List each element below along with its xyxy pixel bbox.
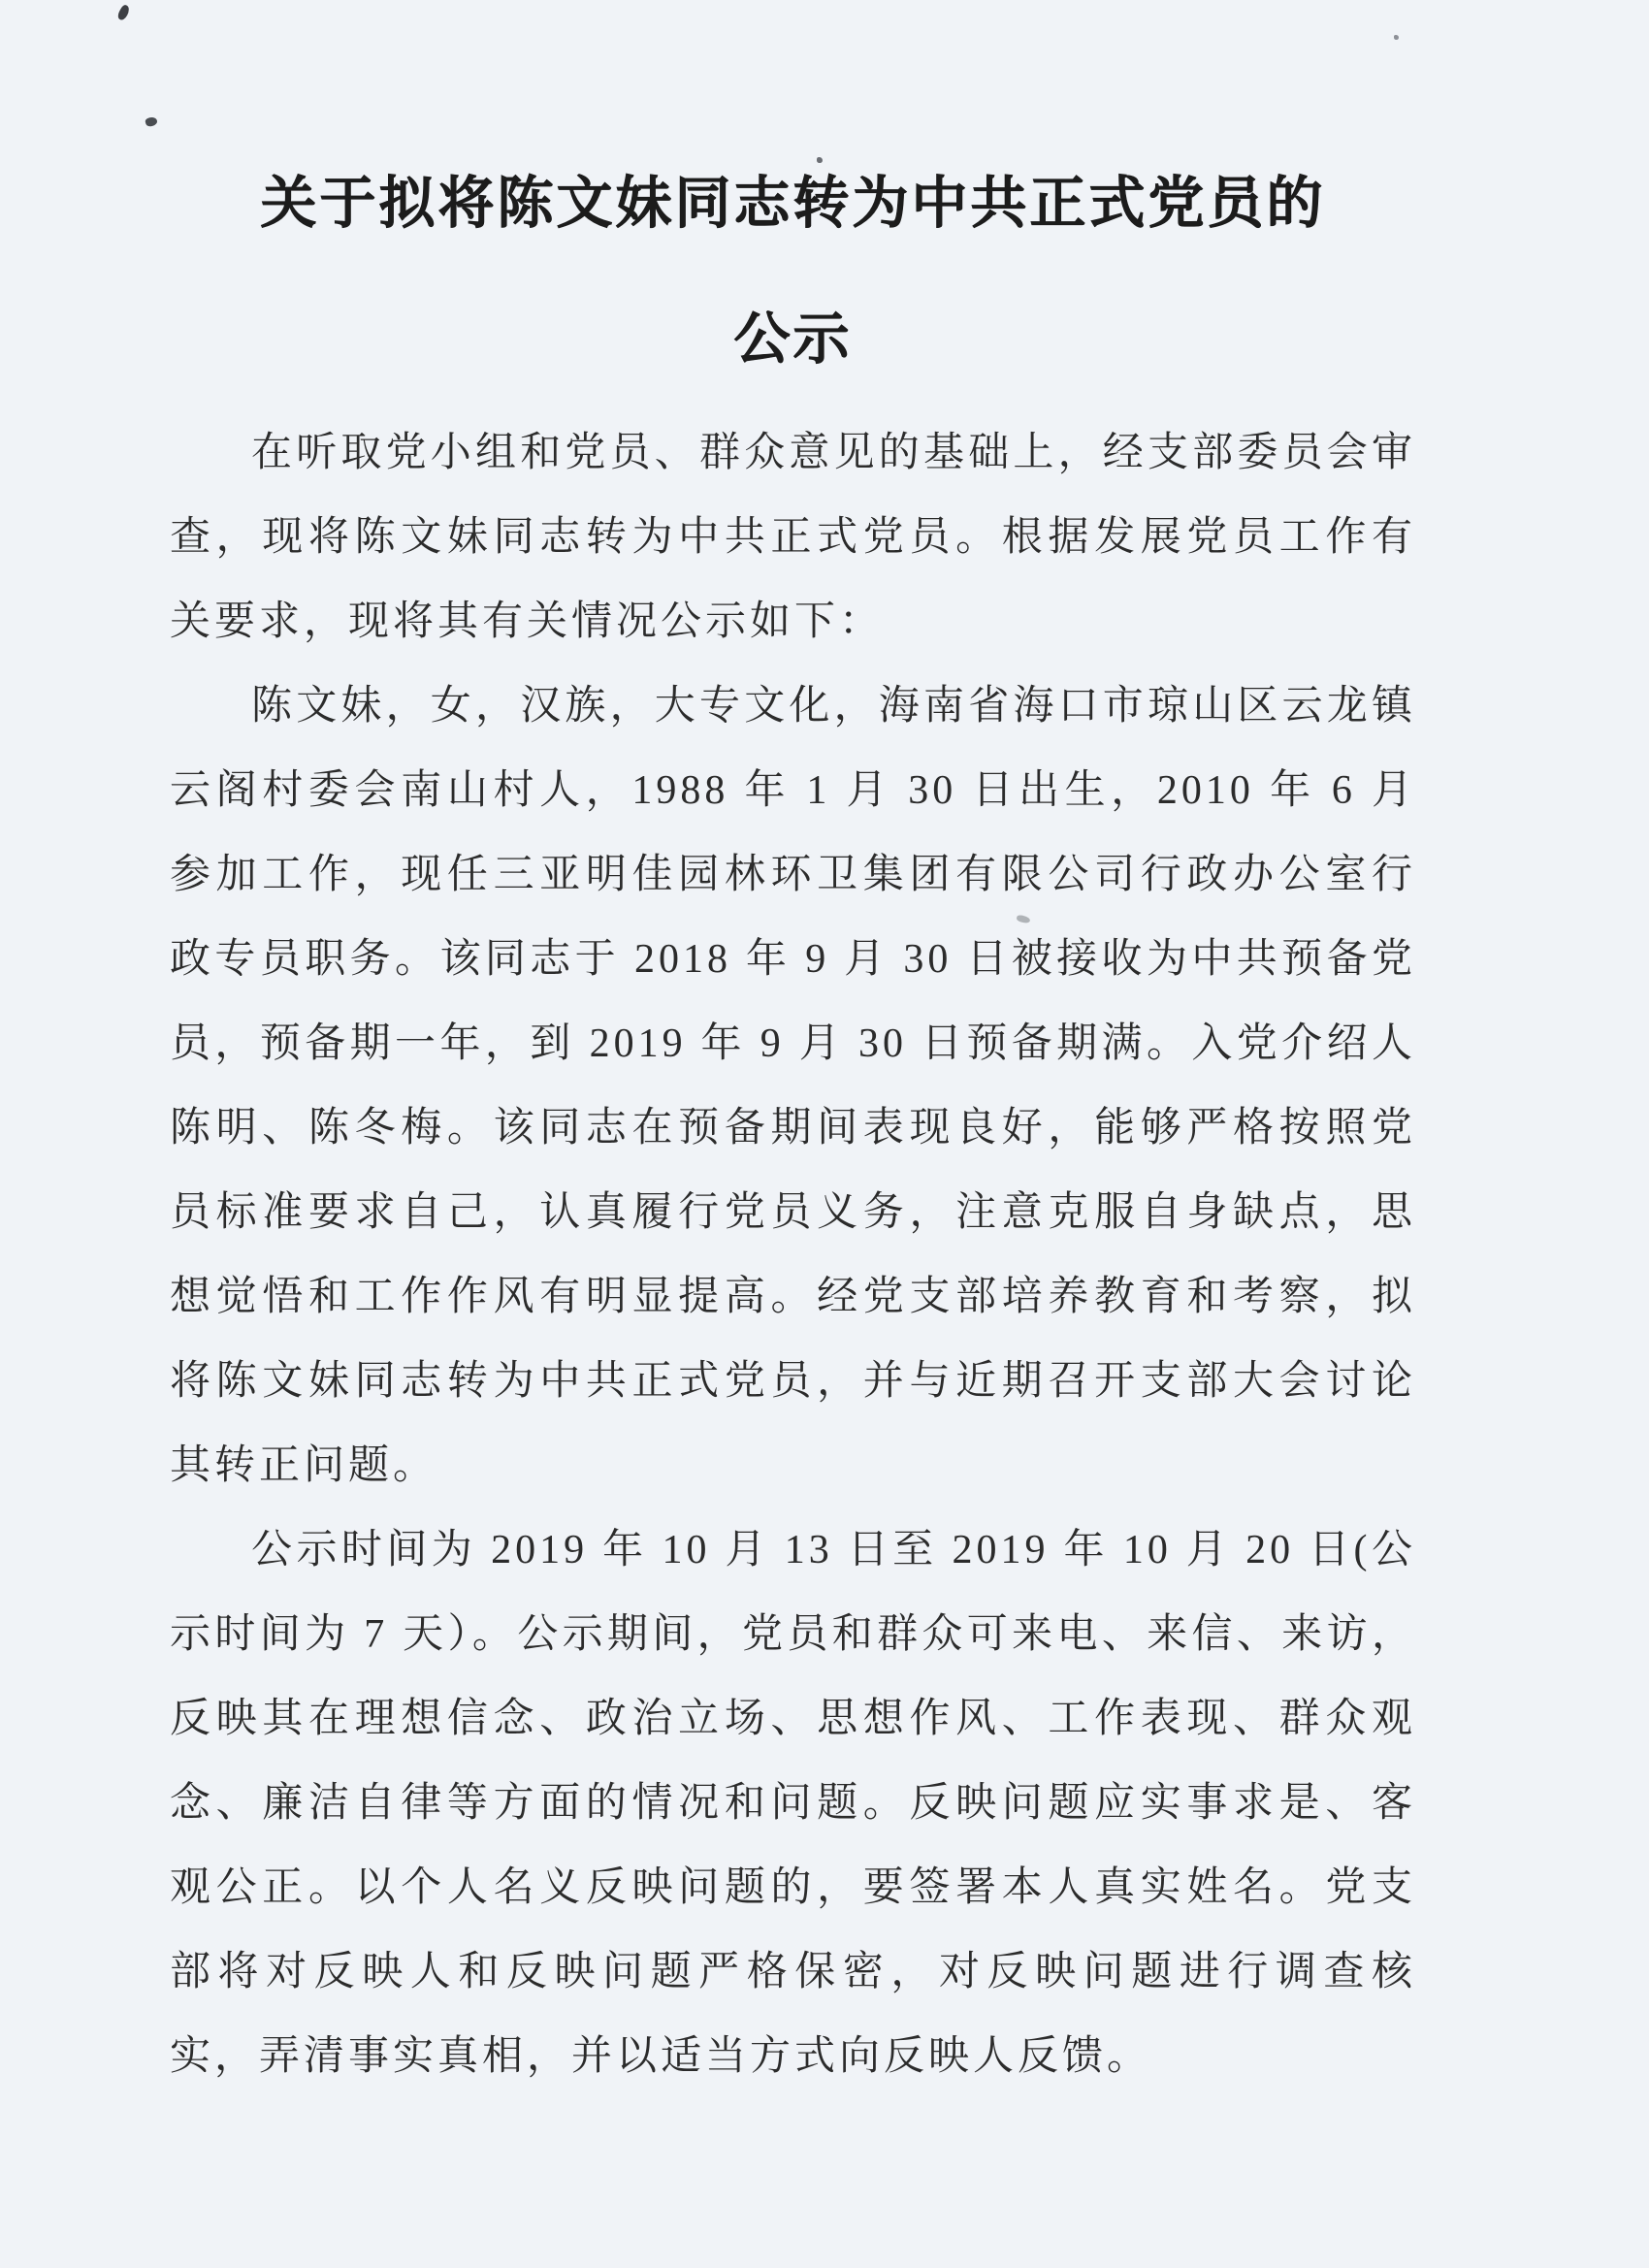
- paragraph-notice-period: 公示时间为 2019 年 10 月 13 日至 2019 年 10 月 20 日(公示时间为 7 天）。公示期间，党员和群众可来电、来信、来访，反映其在理想信念、政治立场、思想作风、工作表现、群众观念、廉洁自律等方面的情况和问题。反映问题应实事求是、客观公正。以个人名义反映问题的，要签署本人真实姓名。党支部将对反映人和反映问题严格保密，对反映问题进行调查核实，弄清事实真相，并以适当方式向反映人反馈。: [170, 1528, 1416, 2079]
- title-line-2: 公示: [733, 308, 853, 371]
- document-body: [170, 411, 1416, 2099]
- scan-artifact-speck: [116, 4, 131, 21]
- scan-artifact-speck: [1394, 35, 1399, 40]
- title-line-1: 关于拟将陈文妹同志转为中共正式党员的: [260, 172, 1326, 235]
- scan-artifact-speck: [145, 116, 158, 128]
- paragraph-biography: 陈文妹，女，汉族，大专文化，海南省海口市琼山区云龙镇云阁村委会南山村人，1988 年 1 月 30 日出生，2010 年 6 月参加工作，现任三亚明佳园林环卫集团有限公司行政办公室行政专员职务。该同志于 2018 年 9 月 30 日被接收为中共预备党员，预备期一年，到 2019 年 9 月 30 日预备期满。入党介绍人陈明、陈冬梅。该同志在预备期间表现良好，能够严格按照党员标准要求自己，认真履行党员义务，注意克服自身缺点，思想觉悟和工作作风有明显提高。经党支部培养教育和考察，拟将陈文妹同志转为中共正式党员，并与近期召开支部大会讨论其转正问题。: [170, 684, 1416, 1488]
- document-content: [170, 136, 1416, 2099]
- paragraph-intro: 在听取党小组和党员、群众意见的基础上，经支部委员会审查，现将陈文妹同志转为中共正式党员。根据发展党员工作有关要求，现将其有关情况公示如下：: [170, 431, 1416, 644]
- document-title: [170, 136, 1416, 407]
